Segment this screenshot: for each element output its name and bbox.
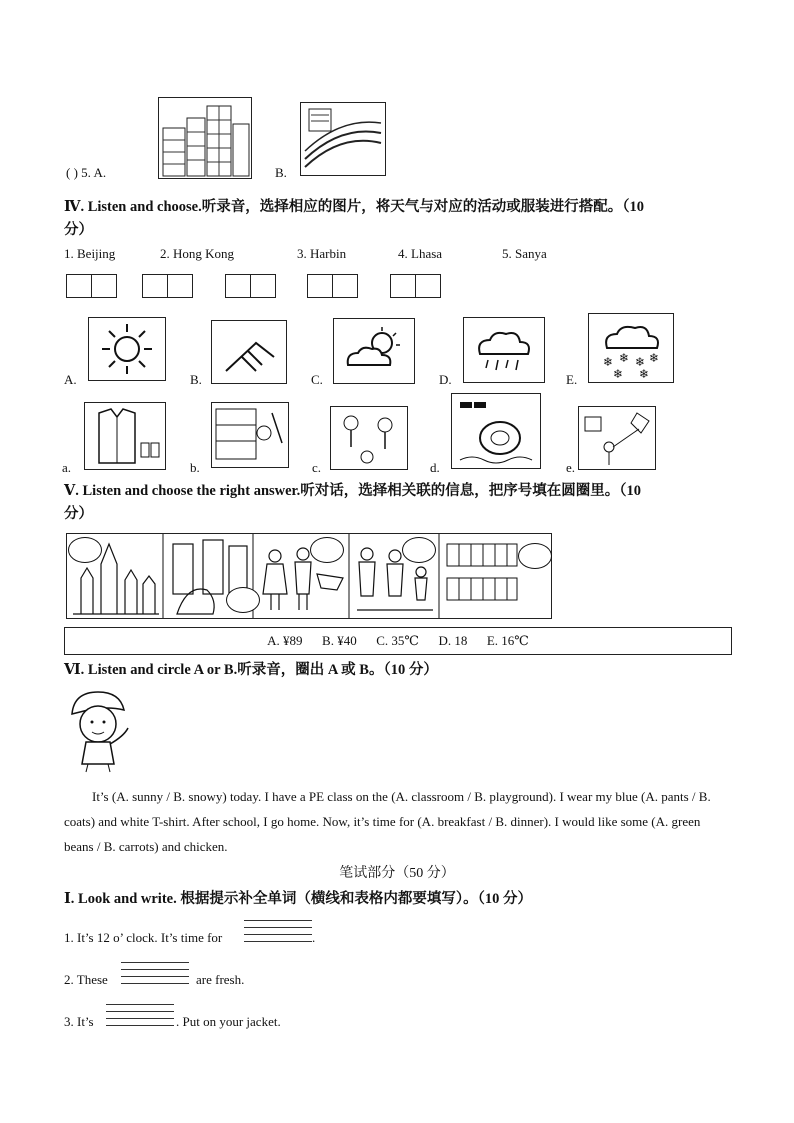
city-beijing: 1. Beijing (64, 246, 116, 261)
q5-number: ( ) 5. A. (66, 165, 107, 180)
activity-label-a: a. (62, 460, 72, 475)
weather-windy-icon (211, 320, 287, 384)
weather-snowy-icon (588, 313, 674, 383)
picture-strip (66, 533, 552, 619)
section-6-paragraph: It’s (A. sunny / B. snowy) today. I have a PE class on the (A. classroom / B. playground). I wear my blue (A. pants / B. coats) and white T-shirt. After school, I go home. Now, it’s time for (A. breakfast / B. dinner). I would like some (A. green beans / B. carrots) and chicken. (64, 789, 711, 854)
written-section-1-title: Ⅰ. Look and write. 根据提示补全单词（横线和表格内都要填写）。（10 分） (64, 891, 532, 907)
fill-lines-3[interactable] (106, 1004, 174, 1026)
q5-option-b-label: B. (275, 165, 287, 180)
activity-flying-kite-icon (578, 406, 656, 470)
svg-text:❄: ❄ (619, 351, 630, 365)
answer-circle-4[interactable] (402, 537, 436, 563)
section-4-title: Ⅳ. Listen and choose.听录音，选择相应的图片，将天气与对应的活动或服装进行搭配。（10 (64, 199, 644, 215)
answer-box-5-weather[interactable] (390, 274, 416, 298)
answer-box-3-weather[interactable] (225, 274, 251, 298)
answer-box-3-activity[interactable] (250, 274, 276, 298)
activity-label-b: b. (190, 460, 200, 475)
svg-text:❄: ❄ (613, 367, 624, 381)
section-5-title: Ⅴ. Listen and choose the right answer.听对话，选择相关联的信息，把序号填在圆圈里。（10 (64, 483, 642, 499)
q5-picture-b-running-track (300, 102, 386, 176)
q5-picture-a-buildings (158, 97, 252, 179)
weather-cloudy-icon (333, 318, 415, 384)
weather-rainy-icon (463, 317, 545, 383)
fill-item-3-after: . Put on your jacket. (176, 1014, 281, 1029)
fill-item-2-after: are fresh. (196, 972, 245, 987)
section-6-title: Ⅵ. Listen and circle A or B.听录音，圈出 A 或 B。（10 分） (64, 662, 438, 678)
section-4-title-cont: 分） (64, 222, 93, 238)
weather-label-c: C. (311, 372, 323, 387)
boy-cap-icon (64, 684, 134, 774)
answer-box-2-activity[interactable] (167, 274, 193, 298)
city-harbin: 3. Harbin (297, 246, 347, 261)
fill-item-1-before: 1. It’s 12 o’ clock. It’s time for (64, 930, 223, 945)
weather-sunny-icon (88, 317, 166, 381)
answer-circle-5[interactable] (518, 543, 552, 569)
weather-label-e: E. (566, 372, 578, 387)
answer-box-1-activity[interactable] (91, 274, 117, 298)
answer-box-1-weather[interactable] (66, 274, 92, 298)
fill-lines-1[interactable] (244, 920, 312, 942)
activity-playing-football-icon (330, 406, 408, 470)
options-box (64, 627, 732, 655)
answer-circle-2[interactable] (226, 587, 260, 613)
svg-text:❄: ❄ (649, 351, 660, 365)
answer-box-4-activity[interactable] (332, 274, 358, 298)
activity-label-d: d. (430, 460, 440, 475)
city-sanya: 5. Sanya (502, 246, 547, 261)
options-text: A. ¥89 B. ¥40 C. 35℃ D. 18 E. 16℃ (267, 633, 529, 648)
written-part-title: 笔试部分（50 分） (339, 866, 455, 881)
svg-text:❄: ❄ (635, 355, 646, 369)
section-5-title-cont: 分） (64, 506, 93, 522)
answer-circle-1[interactable] (68, 537, 102, 563)
fill-item-1-after: . (312, 930, 316, 945)
fill-lines-2[interactable] (121, 962, 189, 984)
activity-reading-icon (211, 402, 289, 468)
answer-circle-3[interactable] (310, 537, 344, 563)
fill-item-3-before: 3. It’s (64, 1014, 94, 1029)
weather-label-a: A. (64, 372, 77, 387)
weather-label-d: D. (439, 372, 452, 387)
svg-text:❄: ❄ (639, 367, 650, 381)
svg-text:❄: ❄ (603, 355, 614, 369)
fill-item-2-before: 2. These (64, 972, 108, 987)
activity-swimming-icon (451, 393, 541, 469)
answer-box-4-weather[interactable] (307, 274, 333, 298)
city-lhasa: 4. Lhasa (398, 246, 443, 261)
weather-label-b: B. (190, 372, 202, 387)
answer-box-2-weather[interactable] (142, 274, 168, 298)
city-hong-kong: 2. Hong Kong (160, 246, 235, 261)
activity-label-e: e. (566, 460, 576, 475)
answer-box-5-activity[interactable] (415, 274, 441, 298)
activity-winter-clothes-icon (84, 402, 166, 470)
activity-label-c: c. (312, 460, 322, 475)
